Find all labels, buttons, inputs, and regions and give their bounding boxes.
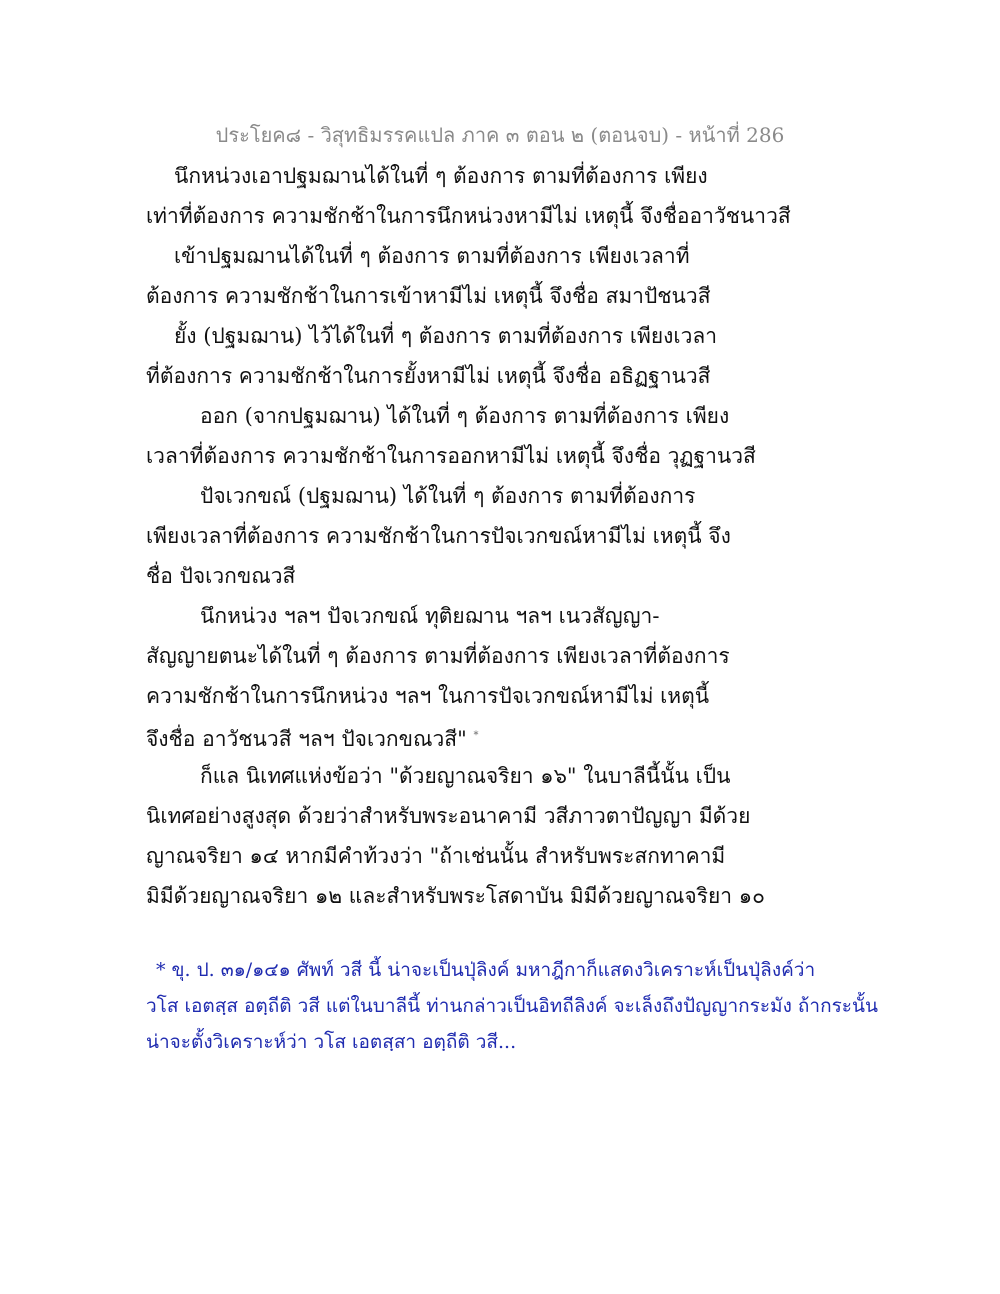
footnote-line: วโส เอตสฺส อตฺถีติ วสี แต่ในบาลีนี้ ท่านกล่าวเป็นอิทถีลิงค์ จะเล็งถึงปัญญากระมัง ถ้ากระนั้น — [146, 995, 878, 1017]
paragraph-line: เวลาที่ต้องการ ความชักช้าในการออกหามีไม่ เหตุนี้ จึงชื่อ วุฏฐานวสี — [146, 444, 756, 468]
paragraph-line: ความชักช้าในการนึกหน่วง ฯลฯ ในการปัจเวกขณ์หามีไม่ เหตุนี้ — [146, 684, 710, 708]
paragraph-line: ปัจเวกขณ์ (ปฐมฌาน) ได้ในที่ ๆ ต้องการ ตามที่ต้องการ — [200, 484, 696, 508]
paragraph-line: ออก (จากปฐมฌาน) ได้ในที่ ๆ ต้องการ ตามที่ต้องการ เพียง — [200, 404, 730, 428]
paragraph-line: ยั้ง (ปฐมฌาน) ไว้ได้ในที่ ๆ ต้องการ ตามที่ต้องการ เพียงเวลา — [174, 324, 718, 348]
paragraph-line: ญาณจริยา ๑๔ หากมีคำท้วงว่า "ถ้าเช่นนั้น สำหรับพระสกทาคามี — [146, 844, 726, 868]
paragraph-line: เท่าที่ต้องการ ความชักช้าในการนึกหน่วงหามีไม่ เหตุนี้ จึงชื่ออาวัชนาวสี — [146, 204, 791, 228]
paragraph-text: จึงชื่อ อาวัชนวสี ฯลฯ ปัจเวกขณวสี" — [146, 727, 467, 751]
footnote-line: * ขุ. ป. ๓๑/๑๔๑ ศัพท์ วสี นี้ น่าจะเป็นปุ่ลิงค์ มหาฎีกาก็แสดงวิเคราะห์เป็นปุ่ลิงค์ว่า — [156, 959, 816, 981]
body-text — [146, 156, 866, 916]
paragraph-line: นิเทศอย่างสูงสุด ด้วยว่าสำหรับพระอนาคามี วสีภาวตาปัญญา มีด้วย — [146, 804, 751, 828]
paragraph-line: เพียงเวลาที่ต้องการ ความชักช้าในการปัจเวกขณ์หามีไม่ เหตุนี้ จึง — [146, 524, 731, 548]
paragraph-line: นึกหน่วงเอาปฐมฌานได้ในที่ ๆ ต้องการ ตามที่ต้องการ เพียง — [174, 164, 708, 188]
footnote-line: น่าจะตั้งวิเคราะห์ว่า วโส เอตสฺสา อตฺถีติ วสี... — [146, 1031, 517, 1053]
paragraph-line: ที่ต้องการ ความชักช้าในการยั้งหามีไม่ เหตุนี้ จึงชื่อ อธิฏฐานวสี — [146, 364, 711, 388]
paragraph-line: มิมีด้วยญาณจริยา ๑๒ และสำหรับพระโสดาบัน มิมีด้วยญาณจริยา ๑๐ — [146, 884, 765, 908]
paragraph-line: นึกหน่วง ฯลฯ ปัจเวกขณ์ ทุติยฌาน ฯลฯ เนวสัญญา- — [200, 604, 660, 628]
paragraph-line: สัญญายตนะได้ในที่ ๆ ต้องการ ตามที่ต้องการ เพียงเวลาที่ต้องการ — [146, 644, 730, 668]
paragraph-line: ต้องการ ความชักช้าในการเข้าหามีไม่ เหตุนี้ จึงชื่อ สมาปัชนวสี — [146, 284, 711, 308]
paragraph-line: เข้าปฐมฌานได้ในที่ ๆ ต้องการ ตามที่ต้องการ เพียงเวลาที่ — [174, 244, 690, 268]
page-header: ประโยค๘ - วิสุทธิมรรคแปล ภาค ๓ ตอน ๒ (ตอนจบ) - หน้าที่ 286 — [215, 123, 785, 147]
paragraph-line: ก็แล นิเทศแห่งข้อว่า "ด้วยญาณจริยา ๑๖" ในบาลีนี้นั้น เป็น — [200, 764, 731, 788]
paragraph-line: ชื่อ ปัจเวกขณวสี — [146, 564, 296, 588]
footnote-mark: * — [473, 730, 479, 741]
paragraph-line-with-footnote — [146, 716, 866, 756]
footnote — [146, 952, 878, 1060]
